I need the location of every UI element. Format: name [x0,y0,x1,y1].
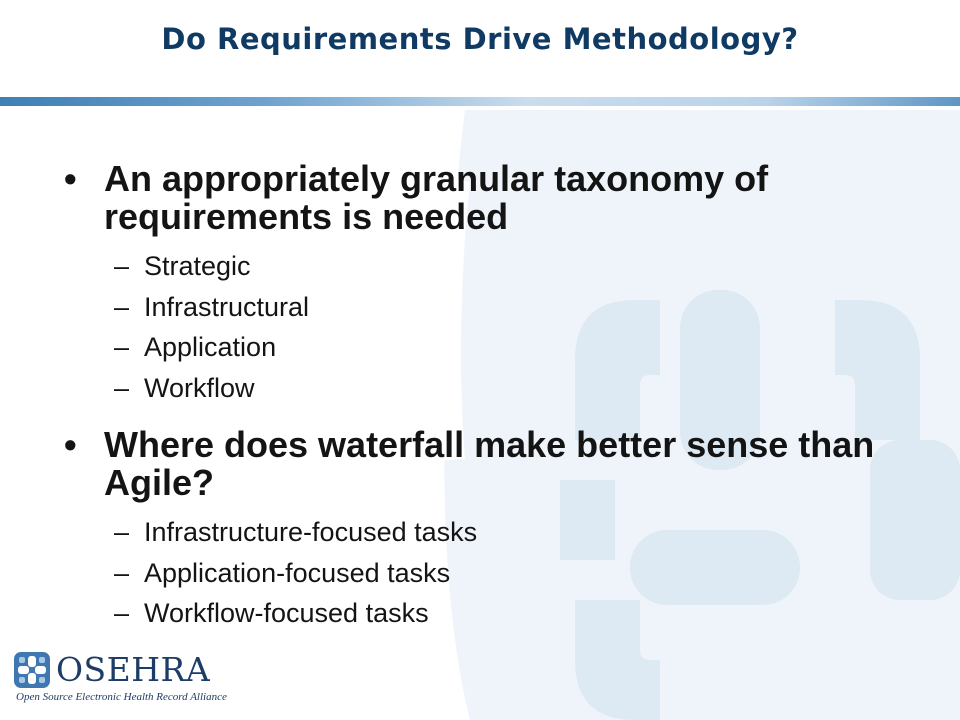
bullet-text: An appropriately granular taxonomy of requirements is needed [104,158,769,237]
sub-item-text: Infrastructure-focused tasks [144,517,478,547]
sub-item-dash: – [114,332,130,362]
logo-tagline: Open Source Electronic Health Record Alliance [16,691,227,703]
sub-item-text: Workflow [144,372,255,403]
sub-item [64,246,924,287]
title-divider [0,97,960,106]
sub-item [64,327,924,368]
sub-item-dash: – [114,291,130,322]
bullet-marker: • [64,424,77,465]
slide-title: Do Requirements Drive Methodology? [161,22,799,56]
sub-list [64,512,924,634]
sub-item [64,287,924,328]
bullet-item [64,426,924,502]
osehra-logo [14,650,227,706]
logo-name: OSEHRA [56,650,211,689]
sub-item-dash: – [114,251,130,281]
osehra-cross-icon [14,652,50,688]
sub-item [64,368,924,409]
sub-item-text: Application-focused tasks [144,557,451,588]
bullet-marker: • [64,158,77,199]
sub-item [64,553,924,594]
bullet-text: Where does waterfall make better sense than Agile? [104,424,875,503]
sub-item-text: Application [144,332,277,362]
sub-item [64,593,924,634]
sub-item-dash: – [114,557,130,588]
bullet-item [64,160,924,236]
sub-list [64,246,924,408]
sub-item-dash: – [114,517,130,547]
sub-item-dash: – [114,372,130,403]
slide-content [64,160,924,652]
sub-item-dash: – [114,598,130,628]
sub-item-text: Infrastructural [144,291,310,322]
sub-item-text: Workflow-focused tasks [144,598,429,628]
sub-item-text: Strategic [144,251,251,281]
sub-item [64,512,924,553]
